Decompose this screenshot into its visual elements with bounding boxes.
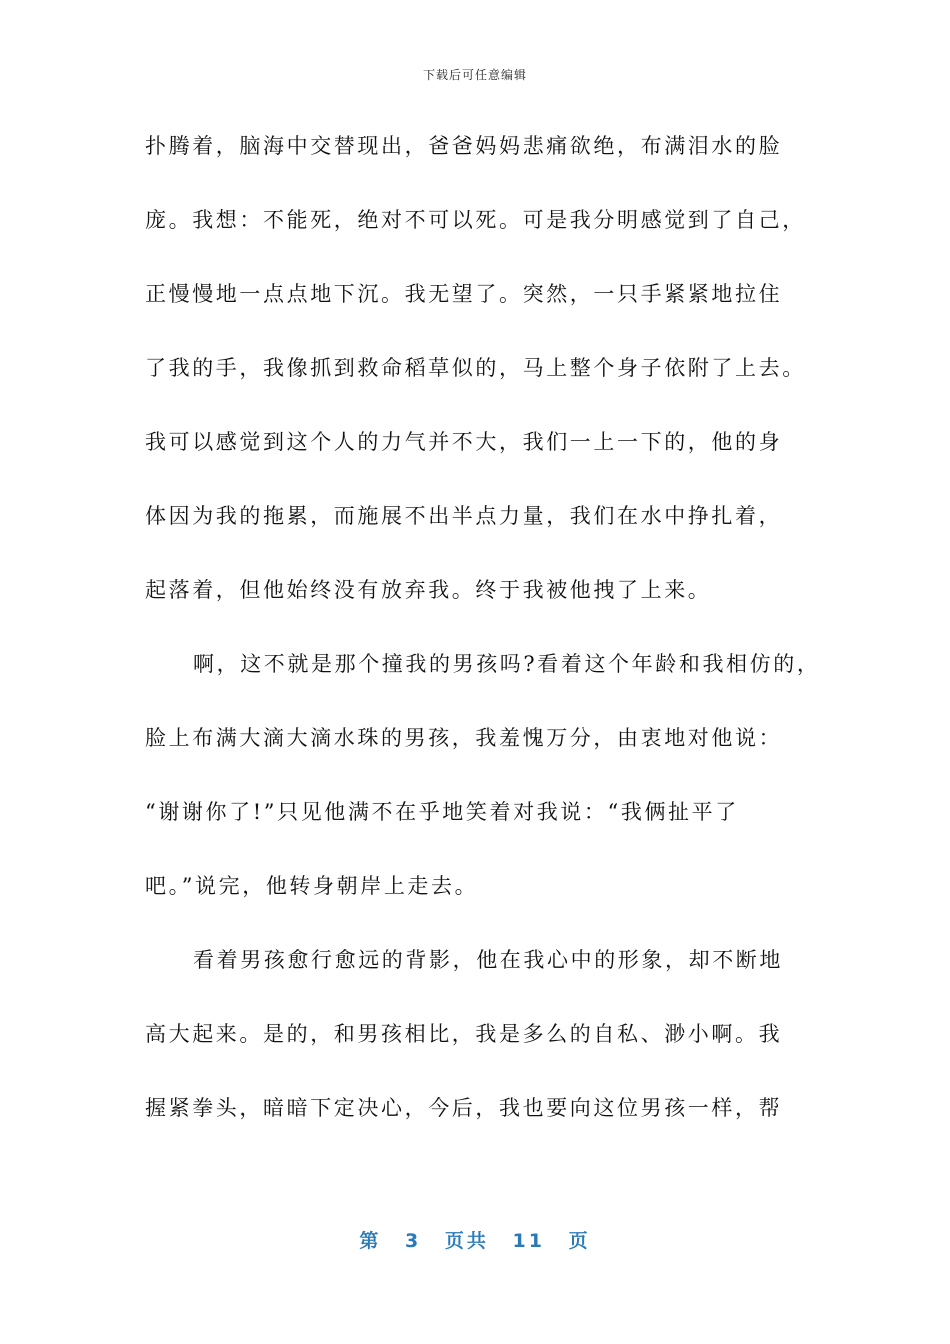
page-footer: [0, 1226, 950, 1253]
page-label-prefix: 第: [359, 1230, 382, 1252]
text-line: 扑腾着，脑海中交替现出，爸爸妈妈悲痛欲绝，布满泪水的脸: [145, 134, 783, 158]
text-line: 我可以感觉到这个人的力气并不大，我们一上一下的，他的身: [145, 430, 783, 454]
document-body: [145, 126, 835, 1162]
text-line: 吧。”说完，他转身朝岸上走去。: [145, 874, 479, 898]
text-line: 体因为我的拖累，而施展不出半点力量，我们在水中挣扎着，: [145, 504, 783, 528]
text-line: 正慢慢地一点点地下沉。我无望了。突然，一只手紧紧地拉住: [145, 282, 783, 306]
paragraph-start-line: 啊，这不就是那个撞我的男孩吗?看着这个年龄和我相仿的，: [193, 652, 821, 676]
text-line: 庞。我想：不能死，绝对不可以死。可是我分明感觉到了自己，: [145, 208, 806, 232]
page-label-middle: 页共: [444, 1230, 489, 1252]
text-line: 了我的手，我像抓到救命稻草似的，马上整个身子依附了上去。: [145, 356, 806, 380]
text-line: 脸上布满大滴大滴水珠的男孩，我羞愧万分，由衷地对他说：: [145, 726, 783, 750]
paragraph-start-line: 看着男孩愈行愈远的背影，他在我心中的形象，却不断地: [193, 948, 783, 972]
text-line: 起落着，但他始终没有放弃我。终于我被他拽了上来。: [145, 578, 712, 602]
page-label-suffix: 页: [568, 1230, 591, 1252]
text-line: 高大起来。是的，和男孩相比，我是多么的自私、渺小啊。我: [145, 1022, 783, 1046]
total-pages-number: 11: [512, 1230, 545, 1252]
text-line: “谢谢你了!”只见他满不在乎地笑着对我说：“我俩扯平了: [145, 800, 739, 824]
text-line: 握紧拳头，暗暗下定决心，今后，我也要向这位男孩一样，帮: [145, 1096, 783, 1120]
current-page-number: 3: [405, 1230, 422, 1252]
page-header: 下载后可任意编辑: [422, 68, 527, 82]
